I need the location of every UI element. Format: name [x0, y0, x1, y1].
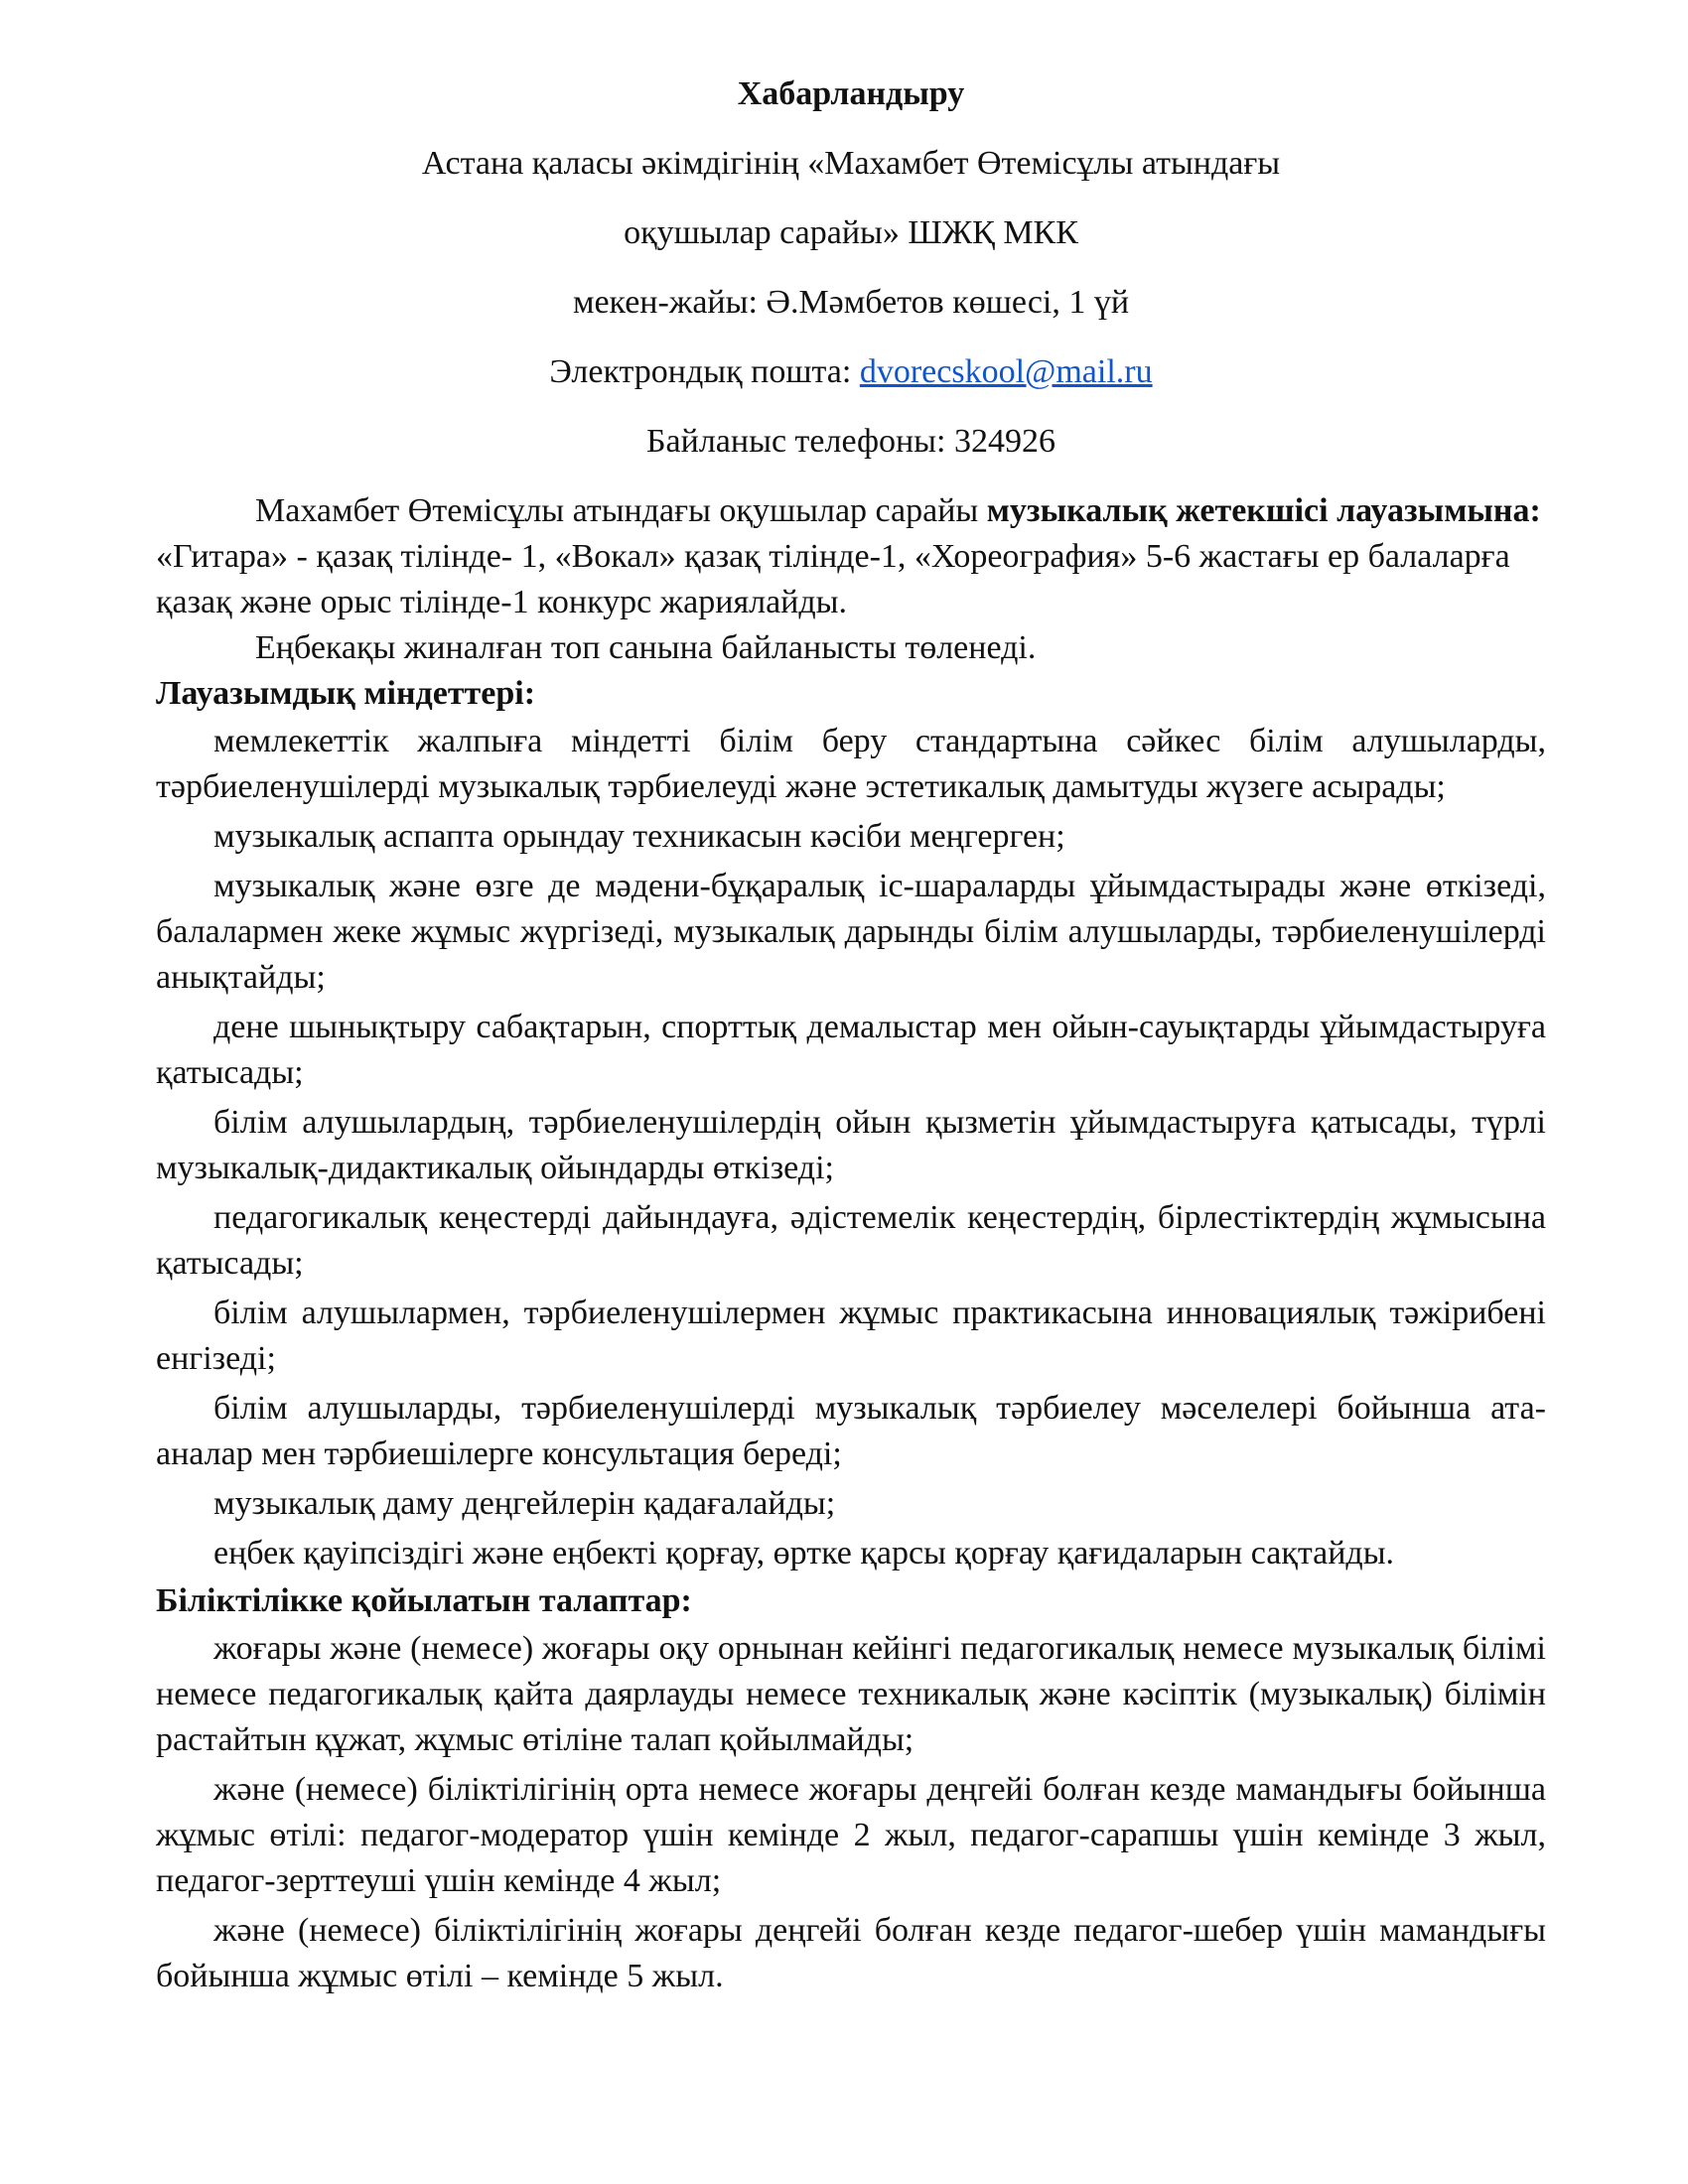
requirement-item: және (немесе) біліктілігінің орта немесе жоғары деңгейі болған кезде мамандығы бойынша жұмыс өтілі: педагог-модератор үшін кемінде 2 жыл, педагог-сарапшы үшін кемінде 3 жыл, педагог-зерттеуші үшін кемінде 4 жыл; [156, 1771, 1546, 1899]
email-link[interactable]: dvorecskool@mail.ru [859, 353, 1153, 390]
duty-item: білім алушылардың, тәрбиеленушілердің ойын қызметін ұйымдастыруға қатысады, түрлі музыкалық-дидактикалық ойындарды өткізеді; [156, 1104, 1546, 1186]
organization-line-2: оқушылар сарайы» ШЖҚ МКК [624, 214, 1078, 251]
requirement-item: жоғары және (немесе) жоғары оқу орнынан кейінгі педагогикалық немесе музыкалық білімі немесе педагогикалық қайта даярлауды немесе техникалық және кәсіптік (музыкалық) білімін растайтын құжат, жұмыс өтіліне талап қойылмайды; [156, 1630, 1546, 1758]
address-line: мекен-жайы: Ә.Мәмбетов көшесі, 1 үй [572, 284, 1130, 321]
duty-item: білім алушылармен, тәрбиеленушілермен жұмыс практикасына инновациялық тәжірибені енгізеді; [156, 1295, 1546, 1377]
document-title: Хабарландыру [737, 75, 965, 112]
announcement-intro [156, 488, 1546, 671]
requirement-item: және (немесе) біліктілігінің жоғары деңгейі болған кезде педагог-шебер үшін мамандығы бойынша жұмыс өтілі – кемінде 5 жыл. [156, 1912, 1546, 1994]
phone-line: Байланыс телефоны: 324926 [646, 423, 1055, 460]
duties-heading: Лауазымдық міндеттері: [156, 675, 536, 712]
intro-text-b: «Гитара» - қазақ тілінде- 1, «Вокал» қазақ тілінде-1, «Хореография» 5-6 жастағы ер балаларға қазақ және орыс тілінде-1 конкурс жариялайды. [156, 538, 1510, 620]
intro-paragraph [156, 488, 1546, 625]
duty-item: музыкалық аспапта орындау техникасын кәсіби меңгерген; [213, 818, 1065, 855]
duty-item: музыкалық даму деңгейлерін қадағалайды; [213, 1485, 836, 1522]
duty-item: дене шынықтыру сабақтарын, спорттық демалыстар мен ойын-сауықтарды ұйымдастыруға қатысады; [156, 1009, 1546, 1091]
duty-item: музыкалық және өзге де мәдени-бұқаралық іс-шараларды ұйымдастырады және өткізеді, балалармен жеке жұмыс жүргізеді, музыкалық дарынды білім алушыларды, тәрбиеленушілерді анықтайды; [156, 868, 1546, 996]
email-label: Электрондық пошта: [549, 353, 860, 390]
duty-item: еңбек қауіпсіздігі және еңбекті қорғау, өртке қарсы қорғау қағидаларын сақтайды. [213, 1535, 1395, 1571]
email-line [156, 338, 1546, 407]
organization-line-1: Астана қаласы әкімдігінің «Махамбет Өтемісұлы атындағы [421, 145, 1281, 182]
intro-position: музыкалық жетекшісі лауазымына: [986, 492, 1541, 529]
requirements-list [156, 1624, 1546, 2001]
duty-item: мемлекеттік жалпыға міндетті білім беру стандартына сәйкес білім алушыларды, тәрбиеленушілерді музыкалық тәрбиелеуді және эстетикалық дамытуды жүзеге асырады; [156, 723, 1546, 805]
document-page [156, 60, 1546, 2001]
salary-paragraph: Еңбекақы жиналған топ санына байланысты төленеді. [255, 629, 1037, 666]
duty-item: білім алушыларды, тәрбиеленушілерді музыкалық тәрбиелеу мәселелері бойынша ата-аналар мен тәрбиешілерге консультация береді; [156, 1390, 1546, 1472]
requirements-heading: Біліктілікке қойылатын талаптар: [156, 1582, 692, 1619]
duties-list [156, 717, 1546, 1578]
intro-text-a: Махамбет Өтемісұлы атындағы оқушылар сарайы [255, 492, 987, 529]
duty-item: педагогикалық кеңестерді дайындауға, әдістемелік кеңестердің, бірлестіктердің жұмысына қатысады; [156, 1199, 1546, 1282]
